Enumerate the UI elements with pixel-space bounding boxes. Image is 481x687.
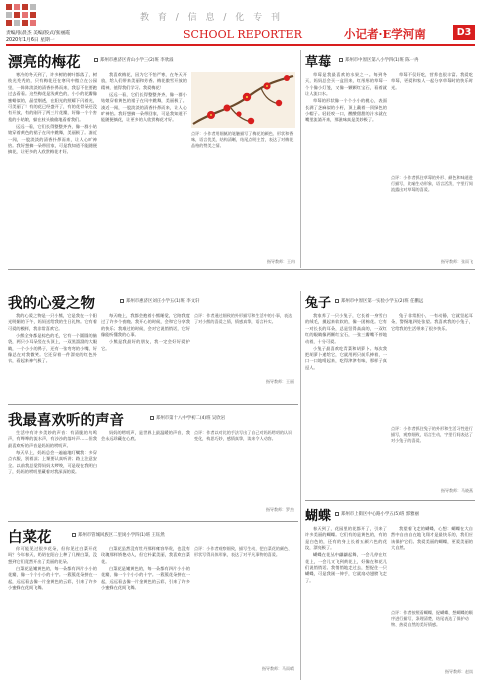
article-comment: 点评：作者通过细致的外形描写和生活中的小事，表达了对小熊的喜爱之情，情感真挚，语言朴实。 [194, 313, 293, 325]
article-byline: 郑州市管城回族区二里岗小学四(1)班 王钰然 [72, 532, 165, 538]
section-rule [8, 521, 298, 522]
masthead-rule [6, 44, 475, 46]
square-icon [94, 58, 98, 62]
article-title: 兔子 [305, 296, 332, 311]
article-byline: 郑州市中原区第八小学四(1)班 陈一冉 [339, 57, 418, 63]
teacher-credit: 指导教师：赵岚 [445, 669, 473, 674]
teacher-credit: 指导教师：王丽 [266, 379, 294, 384]
article-body: 兔子非常胆小，一有动静，它就竖起耳朵，警惕地四处张望。我喜欢我的小兔子，它给我的生活带来了很多快乐。 [391, 313, 473, 331]
teacher-credit: 指导教师：马雨晴 [262, 666, 294, 671]
teacher-credit: 指导教师：王冉 [267, 259, 295, 264]
square-icon [335, 299, 339, 303]
article-body: 春天到了，花园里的花都开了，引来了许多美丽的蝴蝶。它们有的是黄色的，有的是白色的，还有的身上长着五颜六色的花纹，漂亮极了。 蝴蝶在花丛中翩翩起舞，一会儿停在红花上，一会儿又飞到黄花上，好像在和花儿们说悄悄话。我悄悄地走过去，想捉住一只蝴蝶，可是我刚一伸手，它就扇动翅膀飞走了。 [305, 526, 387, 583]
article-body: 我家养了一只小兔子，它长着一身雪白的绒毛，摸起来软软的，像一团棉花。它有一对长长的耳朵，总是竖得高高的，一双红红的眼睛像两颗红宝石，一张三瓣嘴不停地动着，十分可爱。 小兔子最喜欢吃青菜和胡萝卜。每次我把胡萝卜递给它，它就用两只前爪捧着，一口一口地啃起来，吃得津津有味，那样子真逗人。 [305, 313, 387, 370]
article-body: 生活中有许多美妙的声音：有清脆的鸟鸣声，有哗哗的流水声，有沙沙的落叶声……但我最喜欢听的声音是妈妈的唠叨声。 每天早上，妈妈总会一遍遍地叮嘱我：多穿点衣服，别着凉；上课要认真听讲；路上注意安全。以前我总觉得妈妈太啰唆，可是现在我明白了，妈妈的唠叨里藏着对我深深的爱。 [8, 430, 97, 474]
square-icon [150, 416, 154, 420]
teacher-credit: 指导教师：马晓燕 [441, 488, 473, 493]
teacher-credit: 指导教师：罗杰 [266, 507, 294, 512]
date-line: 2020年1月6日 星期一 [6, 38, 55, 43]
article-comment: 点评：小作者抓住草莓的外形、颜色和味道进行描写，比喻生动形象，语言活泼，字里行间流露出对草莓的喜爱。 [391, 175, 473, 193]
article-title: 草莓 [305, 55, 332, 70]
article-body: 寒冷的冬天到了，许多树的树叶都落了，树枝光秃秃的，只有梅花还在寒风中傲立在公园里，一阵阵淡淡的清香扑鼻而来，我忍不住要跑过去看看。这些梅花是浅黄色的，小小的花瓣像蜜蜡似的，晶莹剔透，在阳光的照耀下闪着光，可美丽了！有的花已经盛开了，有的花骨朵还没有开放，有的刚开了两三片花瓣，好像一个个害羞的小姑娘，躲在枝头偷偷地看着我们。 远远一看，它们长得整整齐齐，像一群小姑娘穿着黄色的裙子在风中跳舞，美丽极了。凑近一闻，一股淡淡的清香扑鼻而来，让人心旷神怡。我好想摘一朵带回家，可是我知道不能随便摘花，让更多的人欣赏梅花才好。 [8, 72, 97, 155]
square-icon [335, 512, 339, 516]
article-title: 我最喜欢听的声音 [8, 412, 124, 429]
section-rule [8, 404, 298, 405]
page-number-badge [453, 25, 475, 40]
article-body: 草莓是我最喜欢的水果之一。每到冬天，妈妈总会买一盒回来，红彤彤的草莓一个个像小灯笼，又像一颗颗红宝石，看着就让人流口水。 草莓的形状像一个个小小的桃心，表面长满了芝麻似的小籽，顶上戴着一顶绿色的小帽子。轻轻咬一口，酸酸甜甜的汁水就在嘴里流淌开来，那滋味真是美妙极了。 [305, 72, 387, 123]
article-title: 白菜花 [8, 529, 52, 546]
square-icon [339, 58, 343, 62]
plum-blossom-illustration [191, 72, 295, 128]
section-rule [305, 500, 475, 501]
page-tagline: 教 育 / 信 息 / 化 专 刊 [140, 13, 283, 23]
article-title: 蝴蝶 [305, 509, 332, 524]
column-divider [300, 50, 301, 268]
article-title: 漂亮的梅花 [8, 54, 81, 71]
article-comment: 点评：作者以对比的手法写出了自己对妈妈唠叨的认识变化，构思巧妙，感情真挚，读来令人动容。 [194, 430, 293, 442]
section-title: 小记者·E学河南 [344, 27, 426, 41]
article-body: 你可能见过很多花朵，但你见过白菜开花吗？今年春天，奶奶在阳台上种了几棵白菜，没想到它们竟然开出了美丽的花朵。 白菜花是嫩黄色的，每一朵都有四片小小的花瓣，像一个个小小的十字。一簇簇花朵挤在一起，远远看去像一片金黄色的云彩，引来了许多小蜜蜂在花间飞舞。 [8, 546, 97, 590]
article-comment: 点评：作者按照看蝴蝶、捉蝴蝶、想蝴蝶的顺序进行描写，条理清楚，结尾表达了保护动物、热爱自然的美好情感。 [391, 610, 473, 628]
square-icon [72, 533, 76, 537]
article-comment: 点评：小作者抓住兔子的外形和生活习性进行描写，观察细致，语言生动，字里行间表达了对小兔子的喜爱。 [391, 426, 473, 444]
article-body: 每天晚上，我都会抱着小熊睡觉，它陪我度过了许多个夜晚。我开心的时候，会和它分享我的快乐；我难过的时候，会对它说悄悄话，它好像能听懂我的心事。 小熊是我最好的朋友，我一定会好好爱护它。 [101, 313, 190, 351]
page-number: D3 [456, 27, 472, 38]
article-body: 白菜花虽然没有牡丹那样雍容华贵，也没有玫瑰那样娇艳动人，但它朴素美丽，我喜欢白菜花。 白菜花是嫩黄色的，每一朵都有四片小小的花瓣，像一个个小小的十字。一簇簇花朵挤在一起，远远看去像一片金黄色的云彩，引来了许多小蜜蜂在花间飞舞。 [101, 546, 190, 590]
article-comment: 点评：小作者用细腻的笔触描写了梅花的颜色、形状和香味，语言优美，结构清晰，结尾点明主旨，表达了对梅花品格的赞美之情。 [191, 131, 294, 149]
column-divider [300, 291, 301, 680]
school-reporter-label: SCHOOL REPORTER [183, 28, 302, 41]
article-byline: 郑州市上街区中心路小学五(5)班 郭雅丽 [335, 511, 419, 517]
article-body: 我喜欢梅花，因为它不怕严寒，在冬天开放，给人们带来美丽和芳香。梅花傲雪开放的精神，值得我们学习。我爱梅花！ 远远一看，它们长得整整齐齐，像一群小姑娘穿着黄色的裙子在风中跳舞，美丽极了。凑近一闻，一股淡淡的清香扑鼻而来，让人心旷神怡。我好想摘一朵带回家，可是我知道不能随便摘花，让更多的人欣赏梅花才好。 [101, 72, 187, 123]
article-body: 我的心爱之物是一只小熊，它是我在一个阳光明媚的下午，妈妈送给我的生日礼物。它有着可爱的模样，我非常喜欢它。 小熊全身都是棕色的毛，它有一个圆圆的脑袋，两只小耳朵竖在头顶上，一双黑溜溜的大眼睛，一个小小的鼻子，还有一张弯弯的小嘴，好像总在对我微笑。它还穿着一件漂亮的红色外衣，看起来神气极了。 [8, 313, 97, 364]
editor-line: 责编/张晨杰 美编/胶式/张丽霞 [6, 31, 70, 36]
article-body: 妈妈的唠叨声，是世界上最温暖的声音，我会永远珍藏在心底。 [101, 430, 190, 442]
masthead [0, 0, 481, 44]
grid-logo [6, 4, 36, 26]
article-byline: 郑州市惠济区青山小学三(2)班 李欣溢 [94, 57, 173, 63]
article-title: 我的心爱之物 [8, 295, 95, 312]
section-rule [8, 269, 475, 270]
article-body: 我望着飞走的蝴蝶，心想：蝴蝶在大自然中自由自在地飞翔才是最快乐的，我们应该保护它们。我爱美丽的蝴蝶，更爱美丽的大自然。 [391, 526, 473, 551]
article-byline: 郑州市中原区第一实验小学五(2)班 任鹏远 [335, 298, 423, 304]
teacher-credit: 指导教师：张雨飞 [441, 259, 473, 264]
article-byline: 郑州市惠济区刘庄小学五(1)班 李文轩 [120, 298, 199, 304]
article-comment: 点评：小作者观察细致，描写生动，把白菜花的颜色、形状写得具体形象，表达了对平凡事物的喜爱。 [194, 546, 293, 558]
square-icon [120, 299, 124, 303]
article-body: 草莓不仅好吃，营养也很丰富。我爱吃草莓，更爱和家人一起分享草莓时的快乐时光。 [391, 72, 473, 90]
article-byline: 郑州市第十八中学初二(4)班 吴欣岩 [150, 415, 225, 421]
